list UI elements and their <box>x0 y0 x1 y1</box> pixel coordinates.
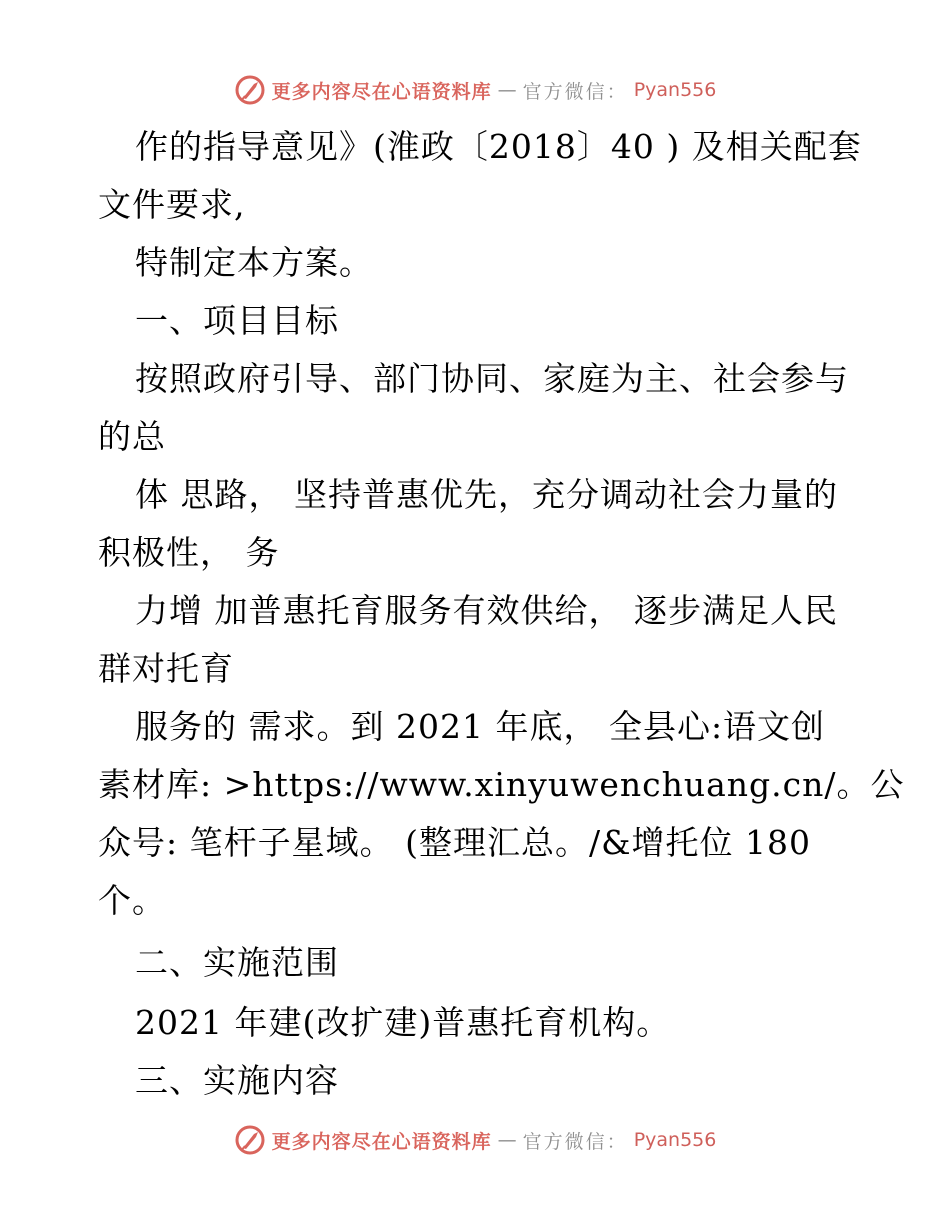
body-line-3: 特制定本方案。 <box>135 243 373 282</box>
section-heading-2: 二、实施范围 <box>135 943 339 982</box>
body-line-1: 作的指导意见》(淮政〔2018〕40 ) 及相关配套 <box>135 127 862 166</box>
body-line-10: 群对托育 <box>98 649 234 688</box>
banner-wechat-label: 官方微信： <box>522 1130 628 1153</box>
banner-wechat-id: Pyan556 <box>633 79 717 101</box>
header-banner <box>0 70 950 110</box>
body-line-13: 众号: 笔杆子星域。 (整理汇总。/&增托位 180 <box>98 823 811 862</box>
body-line-7: 体 思路， 坚持普惠优先，充分调动社会力量的 <box>135 475 838 514</box>
section-heading-1: 一、项目目标 <box>135 301 339 340</box>
banner-main-text: 更多内容尽在心语资料库 <box>271 1130 492 1153</box>
section-heading-3: 三、实施内容 <box>135 1061 339 1100</box>
footer-banner <box>0 1120 950 1160</box>
banner-wechat-id: Pyan556 <box>633 1129 717 1151</box>
body-line-5: 按照政府引导、部门协同、家庭为主、社会参与 <box>135 359 849 398</box>
banner-wechat-label: 官方微信： <box>522 80 628 103</box>
quill-pen-logo-icon <box>234 1124 266 1156</box>
body-line-14: 个。 <box>98 881 166 920</box>
body-line-2: 文件要求, <box>98 185 246 224</box>
body-line-12: 素材库: >https://www.xinyuwenchuang.cn/。公 <box>98 765 905 804</box>
body-line-6: 的总 <box>98 417 166 456</box>
banner-main-text: 更多内容尽在心语资料库 <box>271 80 492 103</box>
body-line-11: 服务的 需求。到 2021 年底， 全县心:语文创 <box>135 707 826 746</box>
banner-separator: — <box>497 1129 517 1151</box>
banner-separator: — <box>497 79 517 101</box>
body-line-16: 2021 年建(改扩建)普惠托育机构。 <box>135 1003 671 1042</box>
quill-pen-logo-icon <box>234 74 266 106</box>
body-line-8: 积极性， 务 <box>98 533 280 572</box>
body-line-9: 力增 加普惠托育服务有效供给， 逐步满足人民 <box>135 591 838 630</box>
